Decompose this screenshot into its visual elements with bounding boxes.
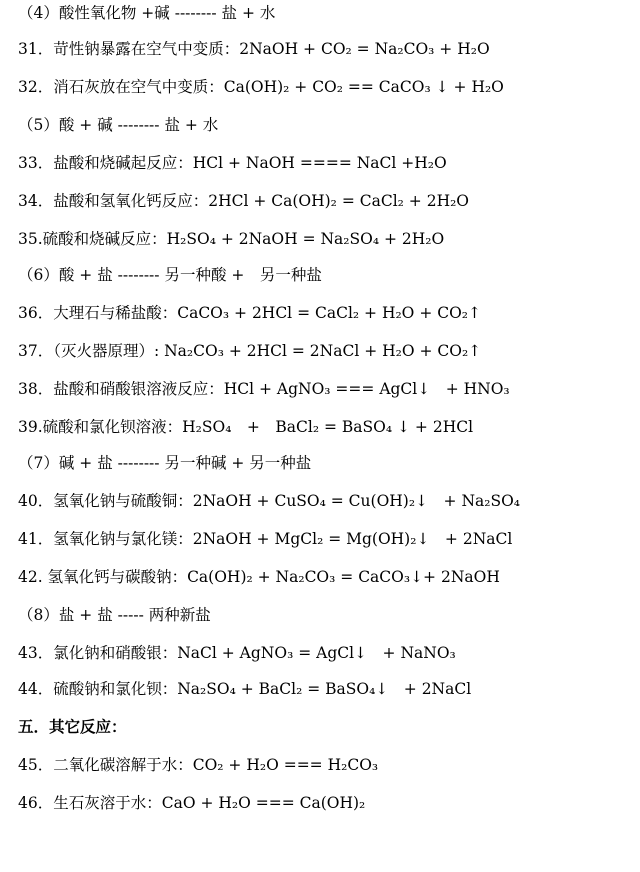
text-line: 45．二氧化碳溶解于水：CO₂ + H₂O === H₂CO₃	[18, 756, 379, 774]
text-line: （5）酸 + 碱 -------- 盐 + 水	[18, 116, 219, 134]
text-line: 40．氢氧化钠与硫酸铜：2NaOH + CuSO₄ = Cu(OH)₂↓ + Na₂SO₄	[18, 492, 521, 510]
text-line: 39.硫酸和氯化钡溶液：H₂SO₄ + BaCl₂ = BaSO₄ ↓ + 2HCl	[18, 418, 474, 436]
text-line: 38．盐酸和硝酸银溶液反应：HCl + AgNO₃ === AgCl↓ + HNO₃	[18, 380, 510, 398]
text-line: 36．大理石与稀盐酸：CaCO₃ + 2HCl = CaCl₂ + H₂O + CO₂↑	[18, 304, 482, 322]
text-line: 34．盐酸和氢氧化钙反应：2HCl + Ca(OH)₂ = CaCl₂ + 2H₂O	[18, 192, 470, 210]
text-line: （7）碱 + 盐 -------- 另一种碱 + 另一种盐	[18, 454, 312, 472]
text-line: 42. 氢氧化钙与碳酸钠：Ca(OH)₂ + Na₂CO₃ = CaCO₃↓+ 2NaOH	[18, 568, 500, 586]
text-line: 44．硫酸钠和氯化钡：Na₂SO₄ + BaCl₂ = BaSO₄↓ + 2NaCl	[18, 680, 472, 698]
text-line: 32．消石灰放在空气中变质：Ca(OH)₂ + CO₂ == CaCO₃ ↓ + H₂O	[18, 78, 504, 96]
text-line: 43．氯化钠和硝酸银：NaCl + AgNO₃ = AgCl↓ + NaNO₃	[18, 644, 456, 662]
text-line: 35.硫酸和烧碱反应：H₂SO₄ + 2NaOH = Na₂SO₄ + 2H₂O	[18, 230, 445, 248]
text-line: （4）酸性氧化物 +碱 -------- 盐 + 水	[18, 4, 276, 22]
text-line: 46．生石灰溶于水：CaO + H₂O === Ca(OH)₂	[18, 794, 366, 812]
text-line: 33．盐酸和烧碱起反应：HCl + NaOH ==== NaCl +H₂O	[18, 154, 447, 172]
text-line: 37．（灭火器原理）: Na₂CO₃ + 2HCl = 2NaCl + H₂O + CO₂↑	[18, 342, 482, 360]
text-line: （6）酸 + 盐 -------- 另一种酸 + 另一种盐	[18, 266, 322, 284]
text-line: （8）盐 + 盐 ----- 两种新盐	[18, 606, 211, 624]
text-line: 41．氢氧化钠与氯化镁：2NaOH + MgCl₂ = Mg(OH)₂↓ + 2NaCl	[18, 530, 513, 548]
section-heading: 五．其它反应：	[18, 717, 127, 736]
text-line: 31．苛性钠暴露在空气中变质：2NaOH + CO₂ = Na₂CO₃ + H₂O	[18, 40, 490, 58]
